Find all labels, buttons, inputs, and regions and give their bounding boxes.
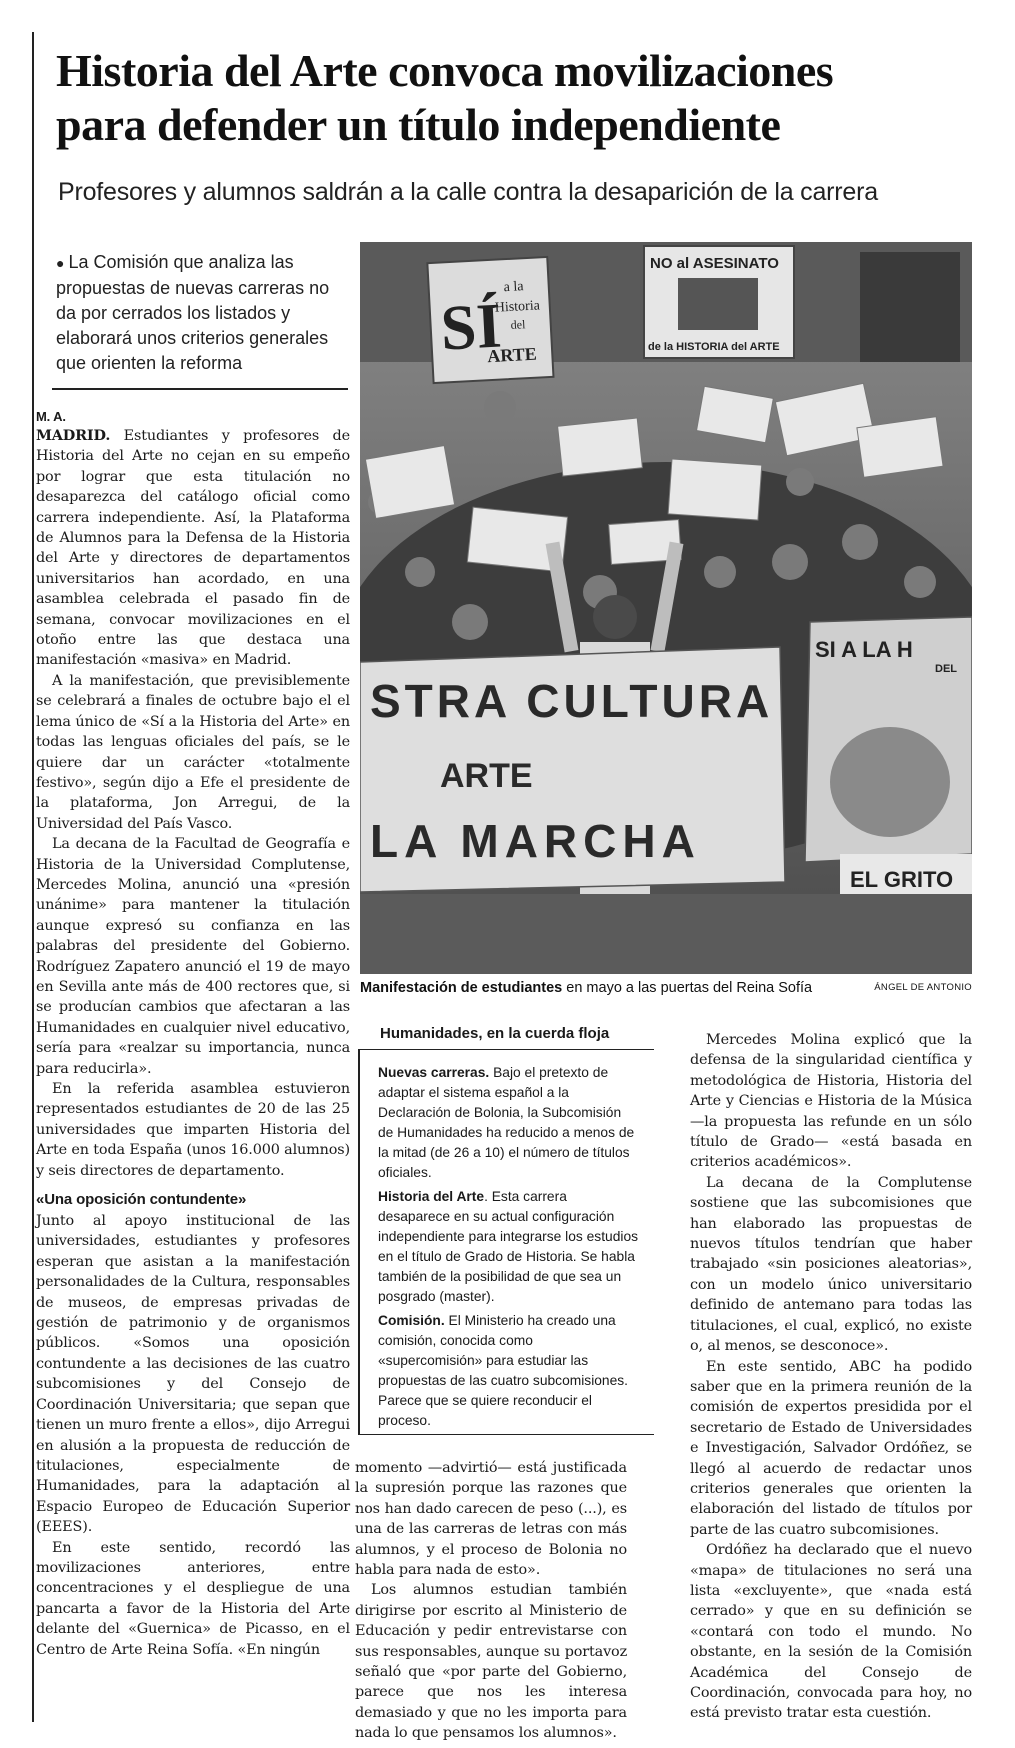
headline (56, 44, 1001, 152)
paragraph: La decana de la Complutense sostiene que las subcomisiones que han elaborado las propuestas de nuevos títulos tendrían que haber trabajado «sin posiciones aleatorias», con un modelo único universitario definido de antemano para todas las titulaciones, el cual, explicó, no existe o, al menos, se desconoce». (690, 1174, 972, 1355)
paragraph: Los alumnos estudian también dirigirse por escrito al Ministerio de Educación y pedir entrevistarse con sus responsables, aunque su portavoz señaló que «por parte del Gobierno, parece que nos les interesa demasiado y que no les importa para nada lo que pensamos los alumnos». (355, 1582, 627, 1742)
sidebar-rule (358, 1049, 360, 1435)
sign-a-la-word: a la (503, 279, 524, 296)
banner-marcha: LA MARCHA (370, 815, 701, 867)
lead-summary (56, 250, 346, 376)
sidebar-body (378, 1063, 640, 1435)
banner-del: DEL (935, 663, 957, 675)
banner-arte: ARTE (440, 757, 533, 795)
paragraph: Mercedes Molina explicó que la defensa de la singularidad científica y metodológica de Historia, Historia del Arte y Ciencias e Historia de la Música —la propuesta las refunde en un sólo título de Grado— «está basada en criterios académicos». (690, 1032, 972, 1171)
news-photo (360, 242, 972, 974)
banner-cultura: STRA CULTURA (370, 675, 774, 727)
sidebar-item: Comisión. El Ministerio ha creado una comisión, conocida como «supercomisión» para estudiar las propuestas de las cuatro subcomisiones. Parece que se quiere reconducir el proceso. (378, 1313, 629, 1428)
paragraph: MADRID. Estudiantes y profesores de Historia del Arte no cejan en su empeño por lograr que esta titulación no desaparezca del catálogo oficial como carrera independiente. Así, la Plataforma de Alumnos para la Defensa de la Historia del Arte y directores de departamentos universitarios han acordado, en una asamblea celebrada el pasado fin de semana, convocar movilizaciones en el otoño entre las que destaca una manifestación «masiva» en Madrid. (36, 427, 350, 669)
sidebar-topline (358, 1049, 654, 1050)
paragraph: momento —advirtió— está justificada la supresión porque las razones que nos han dado carecen de peso (...), es una de las carreras de letras con más alumnos, y el proceso de Bolonia no habla para nada de esto». (355, 1460, 627, 1579)
sign-historia-arte: de la HISTORIA del ARTE (648, 341, 780, 353)
paragraph: Junto al apoyo institucional de las universidades, estudiantes y profesores esperan que asistan a la manifestación personalidades de la Cultura, responsables de museos, de empresas privadas de gestión de patrimonio y de organismos públicos. «Somos una oposición contundente a las decisiones de las cuatro subcomisiones y del Consejo de Coordinación Universitaria; que sepan que tienen un muro frente a ellos», dijo Arregui en alusión a la propuesta de reducción de titulaciones, especialmente de Humanidades, para la adaptación al Espacio Europeo de Educación Superior (EEES). (36, 1213, 350, 1536)
headline-line-1: Historia del Arte convoca movilizaciones (56, 45, 834, 96)
sign-si-word: SÍ (438, 289, 504, 364)
sign-el-grito: EL GRITO (850, 867, 954, 892)
banner-si-a-la: SI A LA H (815, 637, 913, 662)
bullet-icon: ● (56, 255, 65, 271)
paragraph: En la referida asamblea estuvieron representados estudiantes de 20 de las 25 universidades que imparten Historia del Arte en toda España (unos 16.000 alumnos) y seis directores de departamento. (36, 1081, 350, 1179)
paragraph: Ordóñez ha declarado que el nuevo «mapa» de titulaciones no será una lista «excluyente», que «nada está cerrado» y que en su definición se «contará con todo el mundo. No obstante, en la sesión de la Comisión Académica del Consejo de Coordinación, convocada para hoy, no está previsto tratar esta cuestión. (690, 1542, 972, 1722)
sidebar-item: Nuevas carreras. Bajo el pretexto de adaptar el sistema español a la Declaración de Bolonia, la Subcomisión de Humanidades ha reducido a menos de la mitad (de 26 a 10) el número de títulos oficiales. (378, 1065, 635, 1180)
article-column-3 (690, 1030, 972, 1724)
sidebar-item: Historia del Arte. Esta carrera desaparece en su actual configuración independiente para integrarse los estudios en el título de Grado de Historia. Se habla también de la posibilidad de que sea un posgrado (master). (378, 1189, 639, 1304)
byline: M. A. (36, 409, 66, 424)
photo-credit: ÁNGEL DE ANTONIO (874, 982, 972, 993)
caption-text: en mayo a las puertas del Reina Sofía (562, 980, 813, 996)
sign-historia-word: Historia (494, 298, 541, 316)
paragraph: A la manifestación, que previsiblemente se celebrará a finales de octubre bajo el el lema único de «Sí a la Historia del Arte» en todas las lenguas oficiales del país, se le quiere dar un carácter «totalmente festivo», según dijo a Efe el presidente de la plataforma, Jon Arregui, de la Universidad del País Vasco. (36, 672, 350, 832)
article-column-2 (355, 1458, 627, 1744)
lead-divider (52, 388, 348, 390)
paragraph: En este sentido, ABC ha podido saber que en la primera reunión de la comisión de expertos presidida por el secretario de Estado de Universidades e Investigación, Salvador Ordóñez, se llegó al acuerdo de redactar unos criterios generales que orienten la elaboración del listado de títulos por parte de las cuatro subcomisiones. (690, 1358, 972, 1538)
subheadline: Profesores y alumnos saldrán a la calle contra la desaparición de la carrera (58, 178, 878, 206)
paragraph: En este sentido, recordó las movilizaciones anteriores, entre concentraciones y el despliegue de una pancarta a favor de la Historia del Arte delante del «Guernica» de Picasso, en el Centro de Arte Reina Sofía. «En ningún (36, 1539, 350, 1658)
sidebar-bottom-rule (358, 1434, 654, 1435)
section-subtitle: «Una oposición contundente» (36, 1191, 247, 1209)
photo-caption (360, 980, 972, 1000)
caption-bold: Manifestación de estudiantes (360, 980, 563, 996)
lead-text: La Comisión que analiza las propuestas de nuevas carreras no da por cerrados los listados y elaborará unos criterios generales que orienten la reforma (56, 252, 330, 373)
sign-del-word: del (510, 317, 526, 332)
article-column-1 (36, 408, 350, 1660)
sidebar-box (358, 1023, 654, 1435)
sign-arte-word: ARTE (486, 343, 538, 367)
dateline: MADRID. (36, 427, 111, 444)
sidebar-title: Humanidades, en la cuerda floja (380, 1025, 610, 1042)
column-rule (32, 32, 34, 1722)
headline-line-2: para defender un título independiente (56, 99, 781, 150)
paragraph: La decana de la Facultad de Geografía e Historia de la Universidad Complutense, Mercedes Molina, anunció una «presión unánime» para mantener la titulación aunque expresó su confianza en las palabras del presidente del Gobierno. Rodríguez Zapatero anunció el 19 de mayo en Sevilla ante más de 400 rectores que, si se producían cambios que afectaran a las Humanidades en cualquier nivel educativo, sería para «realzar su importancia, nunca para reducirla». (36, 836, 350, 1077)
sign-no-asesinato: NO al ASESINATO (650, 255, 779, 272)
